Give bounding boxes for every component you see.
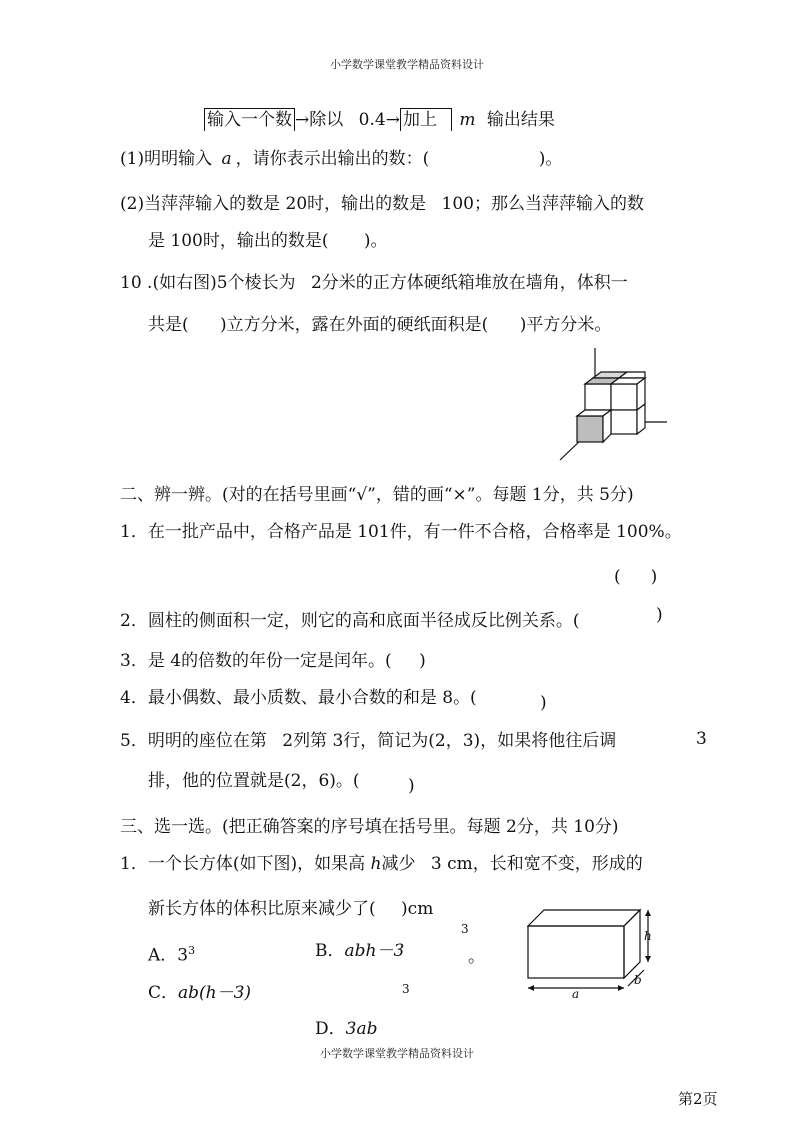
section2-title-text3: 分) — [609, 485, 634, 505]
s2-item5-text2: 列第 — [293, 731, 328, 751]
q9-part2-label: (2) — [120, 194, 145, 214]
section3-title-text1: 三、选一选。(把正确答案的序号填在括号里。每题 — [120, 817, 501, 837]
q9-part2-text2: 时，输出的数是 — [307, 194, 427, 214]
section3-score: 2 — [506, 817, 517, 837]
s2-item2-text1: ．圆柱的侧面积一定，则它的高和底面半径成反比例关系。( — [130, 611, 580, 631]
s2-item1 — [120, 521, 682, 543]
q9-part1-label: (1) — [120, 149, 145, 169]
cube-stack-figure — [555, 348, 675, 463]
s2-item1-n2: 100% — [616, 522, 665, 542]
q9-part1-text2: ，请你表示出输出的数：( — [235, 149, 430, 169]
cuboid-front-face — [528, 926, 624, 978]
s2-item1-text3: 。 — [664, 522, 682, 542]
q10-n1: 5 — [216, 273, 228, 293]
section2-score: 1 — [531, 485, 543, 505]
cube-front-4 — [577, 416, 603, 442]
option-a-exp: 3 — [188, 944, 196, 957]
s3-q1-stray3: 3 — [402, 982, 410, 996]
q9-part1-close: )。 — [538, 149, 563, 169]
s3-q1-text1: ．一个长方体(如下图)，如果高 — [130, 854, 366, 874]
option-a-base: 3 — [177, 945, 189, 966]
section3-title-text2: 分，共 — [516, 817, 568, 837]
s3-q1-amount: 3 cm — [430, 854, 473, 874]
section2-title — [120, 484, 634, 506]
s2-item5-n3: 3 — [696, 729, 707, 749]
s2-item1-text2: 件，有一件不合格，合格率是 — [389, 522, 611, 542]
dim-h-label: h — [644, 929, 652, 943]
q9-part1 — [120, 148, 562, 170]
s3-q1-option-a — [148, 940, 195, 967]
s2-item2-paren-close: ) — [656, 605, 663, 625]
option-d-label: D． — [315, 1019, 346, 1039]
q10-n2: 2 — [310, 273, 322, 293]
s2-item2-num: 2 — [120, 611, 131, 631]
flow-result: 输出结果 — [486, 110, 555, 130]
s2-item5-text3: 行，简记为(2，3)，如果将他往后调 — [343, 731, 617, 751]
option-a-label: A． — [148, 945, 178, 966]
section2-total: 5 — [599, 485, 610, 505]
option-c-label: C． — [148, 983, 179, 1003]
s2-item1-paren-open: ( — [614, 567, 621, 587]
cube-front-3 — [611, 410, 637, 434]
s3-q1-option-d — [315, 1018, 377, 1040]
option-c-value: ab(h－3) — [178, 983, 252, 1003]
cube-side-lower-left — [603, 410, 611, 442]
dim-a-label: a — [572, 987, 580, 1000]
q9-part2-line1 — [120, 193, 644, 215]
flow-arrow-2: → — [385, 110, 400, 130]
cube-front-1 — [585, 384, 611, 410]
s3-q1-period: 。 — [468, 947, 485, 967]
q10-line2a: 共是( — [148, 315, 189, 335]
q9-part2-text1: 当萍萍输入的数是 — [144, 194, 281, 214]
cube-front-2 — [611, 384, 637, 410]
q10-line2 — [148, 314, 611, 336]
s2-item1-paren — [614, 566, 657, 588]
cube-side-lower — [637, 404, 645, 434]
s3-q1-sup3: 3 — [461, 922, 469, 936]
s2-item5-text1: ．明明的座位在第 — [130, 731, 267, 751]
s2-item4 — [120, 687, 477, 709]
s2-item5-paren-close: ) — [408, 776, 415, 796]
s3-q1-line2-close: )cm — [401, 899, 434, 919]
s3-q1-option-c — [148, 982, 251, 1004]
page-number: 第2页 — [678, 1090, 718, 1108]
flow-arrow-divide: →除以 — [295, 110, 344, 130]
s2-item5-line2 — [148, 770, 360, 792]
dim-a-arrow-left — [528, 985, 534, 991]
option-d-value: 3ab — [345, 1019, 378, 1039]
dim-h-arrow-top — [645, 910, 651, 916]
q9-part2-line2a: 是 — [148, 231, 165, 251]
q9-part2-line2c: )。 — [363, 231, 388, 251]
option-b-label: B． — [315, 941, 345, 961]
section3-title — [120, 816, 619, 838]
s2-item5-n2: 3 — [332, 731, 344, 751]
s2-item4-paren-close: ) — [540, 693, 547, 713]
page-footer: 小学数学课堂教学精品资料设计 — [320, 1047, 474, 1060]
cuboid-side-face — [624, 910, 640, 978]
s3-q1-option-b — [315, 940, 404, 962]
section3-total: 10 — [573, 817, 595, 837]
s3-q1-line1 — [120, 853, 643, 875]
flow-diagram — [204, 108, 555, 131]
flow-box-input: 输入一个数 — [204, 108, 295, 131]
flow-divisor: 0.4 — [358, 110, 386, 130]
s2-item3 — [120, 650, 426, 672]
q10-line2b: )立方分米，露在外面的硬纸面积是( — [220, 315, 489, 335]
s2-item1-num: 1 — [120, 522, 131, 542]
s2-item3-text2: 的倍数的年份一定是闰年。( — [181, 651, 392, 671]
s2-item1-paren-close: ) — [650, 567, 658, 587]
s2-item5-num: 5 — [120, 731, 131, 751]
dim-h-arrow-bottom — [645, 956, 651, 962]
s2-item3-paren-close: ) — [419, 651, 426, 671]
s3-q1-var-h: h — [370, 854, 382, 874]
s3-q1-num: 1 — [120, 854, 131, 874]
q10-dot: . — [147, 273, 153, 293]
s2-item4-n1: 8 — [442, 688, 454, 708]
dim-b-label: b — [634, 973, 642, 987]
q10-text2: 个棱长为 — [227, 273, 296, 293]
q10-text1: (如右图) — [152, 273, 217, 293]
s2-item5-line2-text: 排，他的位置就是(2，6)。( — [148, 771, 360, 791]
s2-item4-num: 4 — [120, 688, 131, 708]
q10-text3: 分米的正方体硬纸箱堆放在墙角，体积一 — [321, 273, 628, 293]
q9-part2-n1: 20 — [285, 194, 308, 214]
q10-number: 10 — [120, 273, 142, 293]
s2-item1-n1: 101 — [357, 522, 390, 542]
s2-item3-text1: ．是 — [130, 651, 165, 671]
flow-box-add: 加上 — [400, 108, 452, 131]
q10-line2c: )平方分米。 — [519, 315, 612, 335]
s2-item2 — [120, 610, 579, 632]
s2-item5-n1: 2 — [282, 731, 294, 751]
section3-title-text3: 分) — [594, 817, 619, 837]
s2-item1-text1: ．在一批产品中，合格产品是 — [130, 522, 352, 542]
q9-part1-text1: 明明输入 — [144, 149, 213, 169]
option-b-value: abh－3 — [344, 941, 405, 961]
cuboid-top-face — [528, 910, 640, 926]
dim-a-arrow-right — [618, 985, 624, 991]
section2-title-text1: 二、辨一辨。(对的在括号里画“√”，错的画“×”。每题 — [120, 485, 527, 505]
q9-part2-line2b: 时，输出的数是( — [202, 231, 329, 251]
s2-item3-num: 3 — [120, 651, 131, 671]
cuboid-figure — [520, 900, 660, 1000]
s3-q1-line2-text: 新长方体的体积比原来减少了( — [148, 899, 376, 919]
q9-part2-n2: 100 — [441, 194, 474, 214]
s2-item3-n1: 4 — [170, 651, 182, 671]
s2-item4-text2: 。( — [453, 688, 477, 708]
section2-title-text2: 分，共 — [542, 485, 594, 505]
q9-part2-text3: ；那么当萍萍输入的数 — [474, 194, 644, 214]
s2-item4-text1: ．最小偶数、最小质数、最小合数的和是 — [130, 688, 437, 708]
s3-q1-line2 — [148, 898, 433, 920]
q9-part2-line2 — [148, 230, 388, 252]
s3-q1-text3: ，长和宽不变，形成的 — [472, 854, 643, 874]
s2-item5 — [120, 730, 616, 752]
s3-q1-text2: 减少 — [381, 854, 416, 874]
q9-part2-n3: 100 — [170, 231, 203, 251]
page-header: 小学数学课堂教学精品资料设计 — [330, 58, 484, 71]
q9-var-a: a — [221, 149, 232, 169]
q10-line1 — [120, 272, 628, 294]
flow-var-m: m — [459, 110, 476, 130]
